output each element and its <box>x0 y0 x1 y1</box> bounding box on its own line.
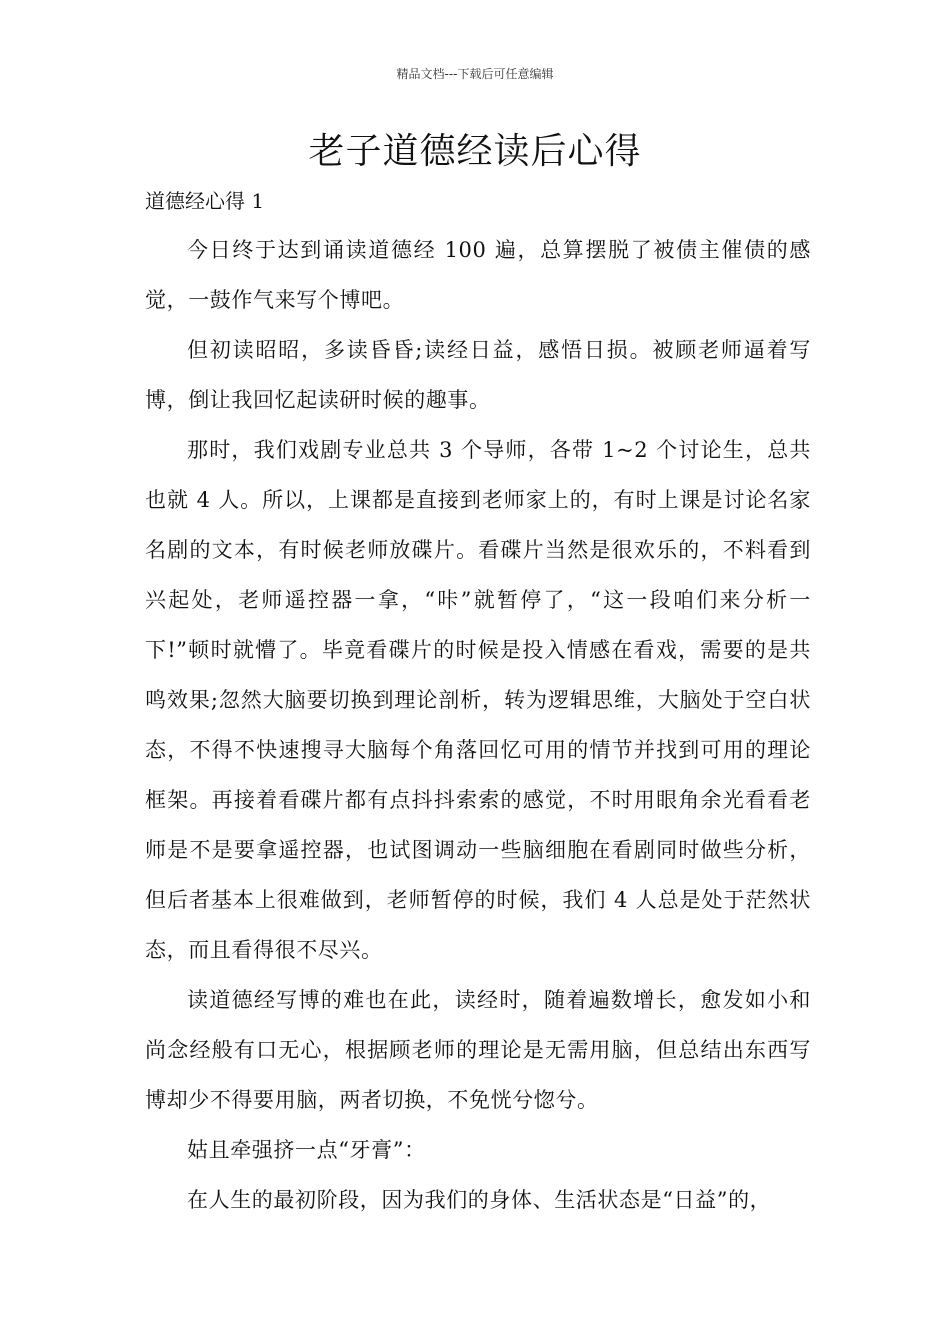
paragraph: 但初读昭昭，多读昏昏;读经日益，感悟日损。被顾老师逼着写博，倒让我回忆起读研时候的趣事。 <box>145 338 811 412</box>
paragraph: 读道德经写博的难也在此，读经时，随着遍数增长，愈发如小和尚念经般有口无心，根据顾老师的理论是无需用脑，但总结出东西写博却少不得要用脑，两者切换，不免恍兮惚兮。 <box>145 988 811 1112</box>
paragraph: 今日终于达到诵读道德经 100 遍，总算摆脱了被债主催债的感觉，一鼓作气来写个博吧。 <box>145 238 811 312</box>
paragraph: 姑且牵强挤一点“牙膏”： <box>187 1138 426 1162</box>
section-heading: 道德经心得 1 <box>145 189 265 213</box>
document-title: 老子道德经读后心得 <box>308 131 642 172</box>
header-note: 精品文档---下载后可任意编辑 <box>396 67 554 81</box>
document-body <box>145 225 811 1225</box>
paragraph: 那时，我们戏剧专业总共 3 个导师，各带 1~2 个讨论生，总共也就 4 人。所以，上课都是直接到老师家上的，有时上课是讨论名家名剧的文本，有时候老师放碟片。看碟片当然是很欢乐的，不料看到兴起处，老师遥控器一拿，“咔”就暂停了，“这一段咱们来分析一下!”顿时就懵了。毕竟看碟片的时候是投入情感在看戏，需要的是共鸣效果;忽然大脑要切换到理论剖析，转为逻辑思维，大脑处于空白状态，不得不快速搜寻大脑每个角落回忆可用的情节并找到可用的理论框架。再接着看碟片都有点抖抖索索的感觉，不时用眼角余光看看老师是不是要拿遥控器，也试图调动一些脑细胞在看剧同时做些分析，但后者基本上很难做到，老师暂停的时候，我们 4 人总是处于茫然状态，而且看得很不尽兴。 <box>145 438 811 962</box>
paragraph: 在人生的最初阶段，因为我们的身体、生活状态是“日益”的， <box>187 1188 772 1212</box>
